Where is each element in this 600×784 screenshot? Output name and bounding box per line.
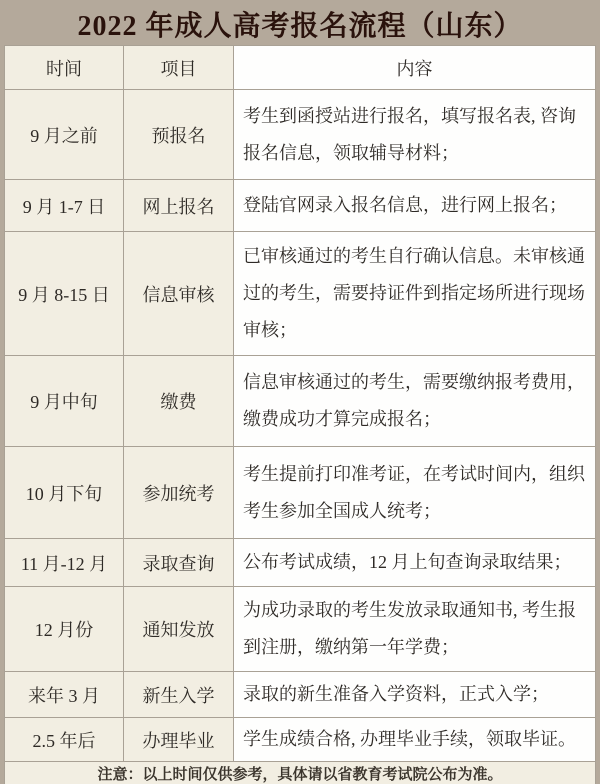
table-row <box>5 672 596 718</box>
content-cell: 公布考试成绩，12 月上旬查询录取结果； <box>234 539 596 587</box>
time-cell: 11 月-12 月 <box>5 539 124 587</box>
item-cell: 缴费 <box>124 356 234 447</box>
table-row <box>5 447 596 539</box>
item-cell: 办理毕业 <box>124 718 234 762</box>
content-cell: 考生提前打印准考证，在考试时间内，组织考生参加全国成人统考； <box>234 447 596 539</box>
table-row <box>5 232 596 356</box>
header-item: 项目 <box>124 46 234 90</box>
table-row <box>5 356 596 447</box>
table-row <box>5 539 596 587</box>
content-cell: 录取的新生准备入学资料，正式入学； <box>234 672 596 718</box>
content-cell: 考生到函授站进行报名，填写报名表, 咨询报名信息，领取辅导材料； <box>234 90 596 180</box>
time-cell: 9 月 1-7 日 <box>5 180 124 232</box>
item-cell: 通知发放 <box>124 587 234 672</box>
item-cell: 预报名 <box>124 90 234 180</box>
item-cell: 信息审核 <box>124 232 234 356</box>
item-cell: 新生入学 <box>124 672 234 718</box>
schedule-table <box>4 45 596 784</box>
table-row <box>5 180 596 232</box>
content-cell: 信息审核通过的考生，需要缴纳报考费用，缴费成功才算完成报名； <box>234 356 596 447</box>
item-cell: 参加统考 <box>124 447 234 539</box>
time-cell: 2.5 年后 <box>5 718 124 762</box>
table-row <box>5 90 596 180</box>
time-cell: 12 月份 <box>5 587 124 672</box>
table-row <box>5 718 596 762</box>
header-time: 时间 <box>5 46 124 90</box>
header-content: 内容 <box>234 46 596 90</box>
content-cell: 学生成绩合格, 办理毕业手续，领取毕证。 <box>234 718 596 762</box>
page-title: 2022 年成人高考报名流程（山东） <box>77 11 523 42</box>
time-cell: 9 月 8-15 日 <box>5 232 124 356</box>
time-cell: 10 月下旬 <box>5 447 124 539</box>
content-cell: 登陆官网录入报名信息，进行网上报名； <box>234 180 596 232</box>
item-cell: 录取查询 <box>124 539 234 587</box>
footer-note: 注意：以上时间仅供参考，具体请以省教育考试院公布为准。 <box>5 762 596 784</box>
content-cell: 已审核通过的考生自行确认信息。未审核通过的考生，需要持证件到指定场所进行现场审核； <box>234 232 596 356</box>
footer-note-row <box>5 762 596 784</box>
item-cell: 网上报名 <box>124 180 234 232</box>
content-cell: 为成功录取的考生发放录取通知书, 考生报到注册，缴纳第一年学费； <box>234 587 596 672</box>
header-row <box>5 46 596 90</box>
time-cell: 来年 3 月 <box>5 672 124 718</box>
time-cell: 9 月中旬 <box>5 356 124 447</box>
table-row <box>5 587 596 672</box>
time-cell: 9 月之前 <box>5 90 124 180</box>
